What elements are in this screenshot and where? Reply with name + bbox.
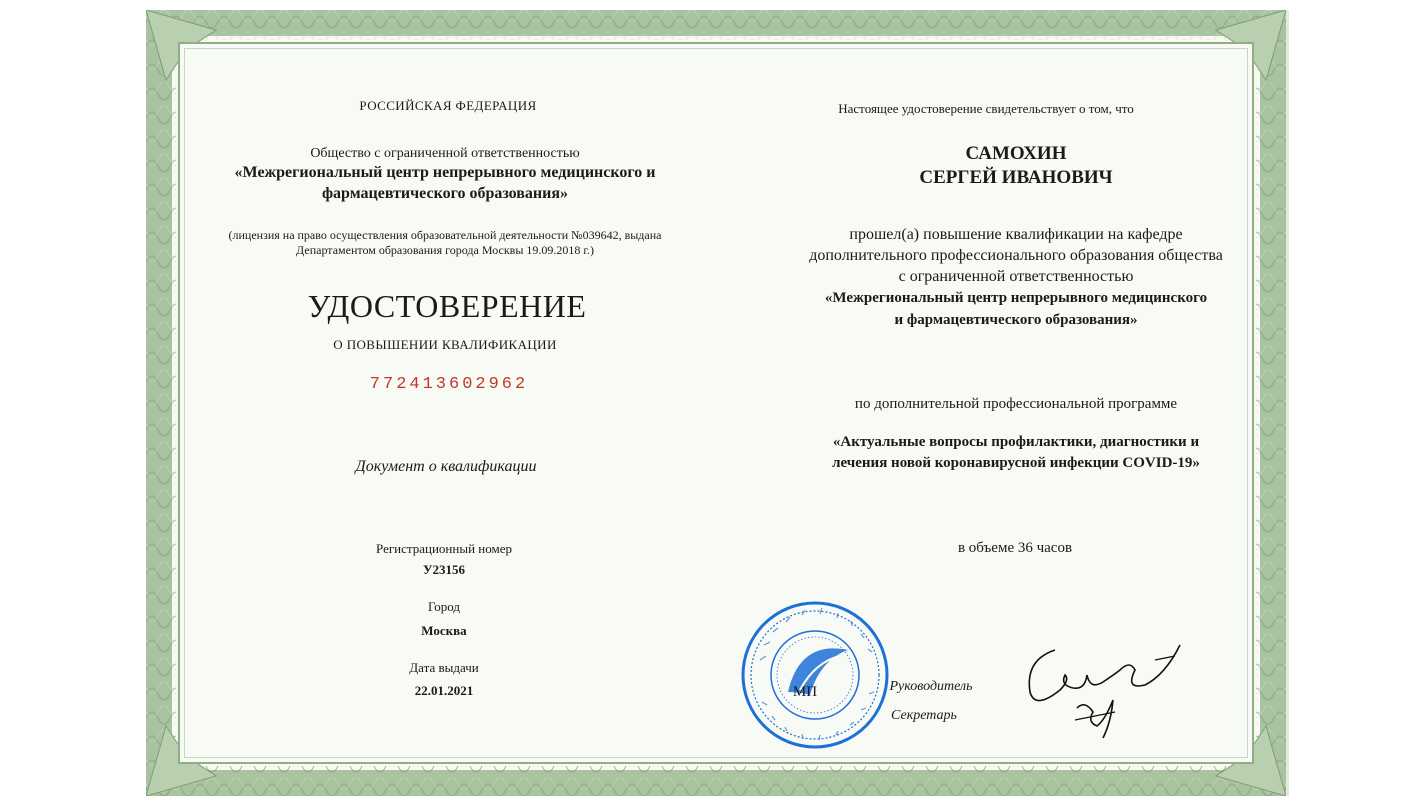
page-gutter — [1286, 10, 1289, 796]
serial-number: 772413602962 — [369, 375, 529, 394]
org-name-line1: «Межрегиональный центр непрерывного медицинского и — [234, 164, 656, 181]
license-line2: Департаментом образования города Москвы 19.09.2018 г.) — [296, 243, 594, 257]
registration-number-label: Регистрационный номер — [376, 541, 512, 556]
program-intro: по дополнительной профессиональной программе — [854, 396, 1178, 412]
stamp-place-label: МП — [792, 684, 818, 700]
holder-name: СЕРГЕЙ ИВАНОВИЧ — [919, 167, 1113, 188]
document-type: Документ о квалификации — [355, 458, 537, 475]
document-title: УДОСТОВЕРЕНИЕ — [307, 288, 587, 324]
head-label: Руководитель — [889, 679, 973, 694]
org-name-line2: фармацевтического образования» — [321, 185, 569, 202]
city-value: Москва — [421, 623, 467, 638]
country-heading: РОССИЙСКАЯ ФЕДЕРАЦИЯ — [359, 98, 537, 113]
body-line1: прошел(а) повышение квалификации на кафедре — [849, 226, 1183, 243]
secretary-label: Секретарь — [891, 708, 957, 723]
body-line3: с ограниченной ответственностью — [898, 268, 1134, 285]
head-signature-icon — [1015, 630, 1195, 745]
holder-surname: САМОХИН — [965, 143, 1067, 164]
intro-statement: Настоящее удостоверение свидетельствует о том, что — [838, 101, 1134, 116]
body-line5: и фармацевтического образования» — [894, 312, 1138, 328]
program-line2: лечения новой коронавирусной инфекции COVID-19» — [832, 455, 1200, 471]
registration-number-value: У23156 — [422, 562, 466, 577]
city-label: Город — [427, 599, 461, 614]
document-subtitle: О ПОВЫШЕНИИ КВАЛИФИКАЦИИ — [333, 337, 557, 352]
issue-date-value: 22.01.2021 — [414, 683, 474, 698]
issue-date-label: Дата выдачи — [409, 660, 479, 675]
body-line4: «Межрегиональный центр непрерывного медицинского — [824, 290, 1208, 306]
course-volume: в объеме 36 часов — [957, 540, 1073, 556]
organization-seal-icon — [740, 600, 890, 750]
body-line2: дополнительного профессионального образования общества — [809, 247, 1223, 264]
org-type: Общество с ограниченной ответственностью — [310, 146, 580, 161]
license-line1: (лицензия на право осуществления образовательной деятельности №039642, выдана — [228, 228, 662, 242]
program-line1: «Актуальные вопросы профилактики, диагностики и — [832, 434, 1200, 450]
